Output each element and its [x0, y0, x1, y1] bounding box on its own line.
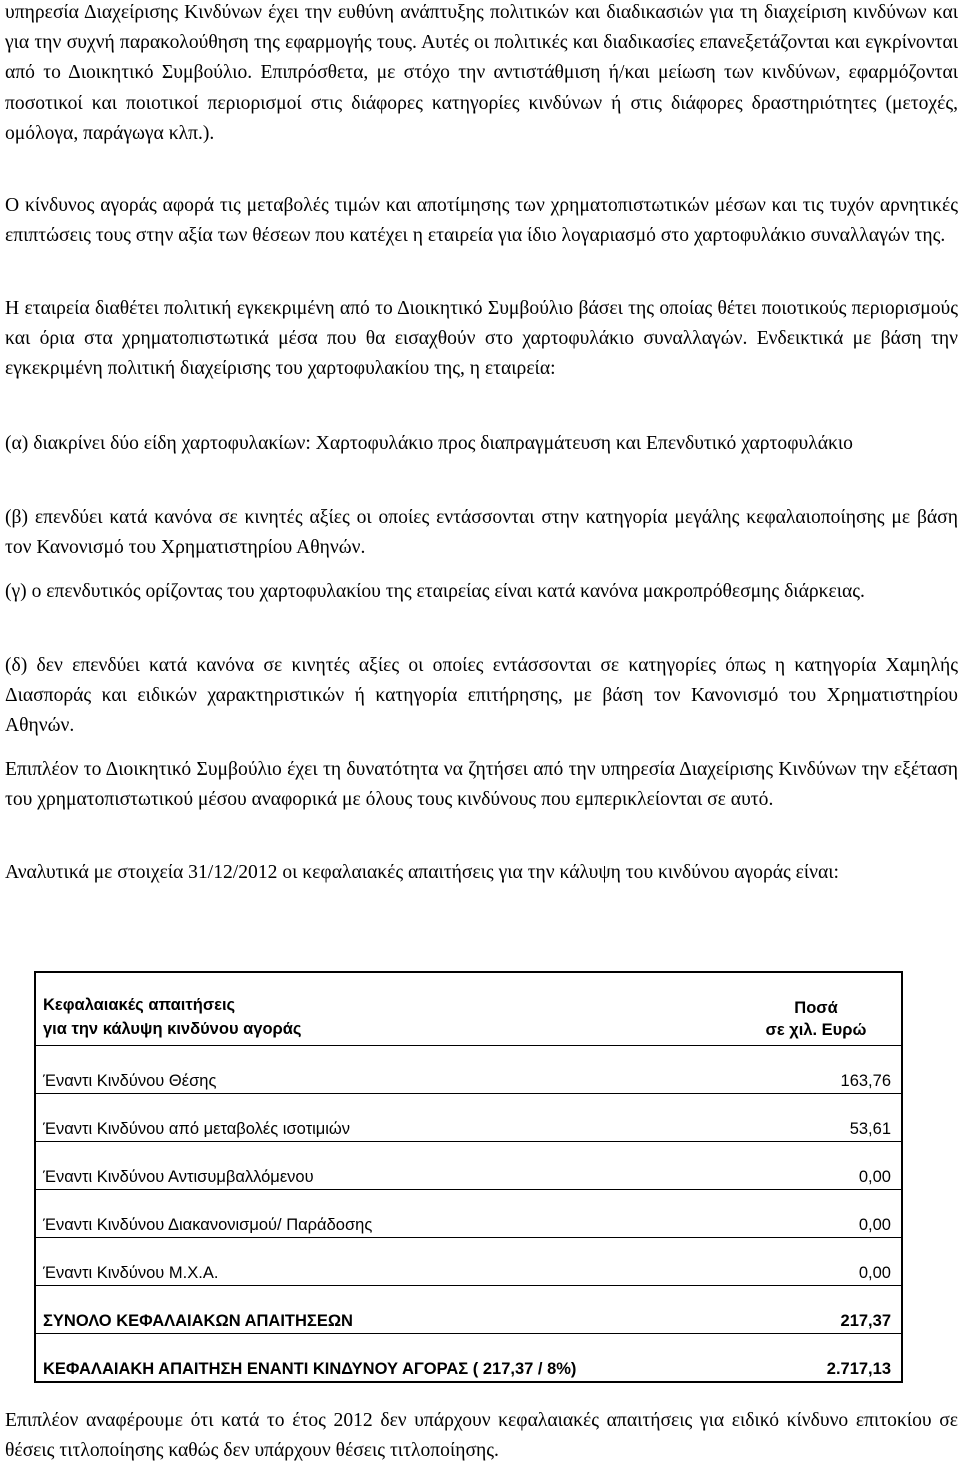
row-label: Έναντι Κινδύνου Αντισυμβαλλόμενου	[35, 1142, 734, 1190]
row-label: Έναντι Κινδύνου από μεταβολές ισοτιμιών	[35, 1094, 734, 1142]
table-header-label	[35, 972, 734, 1046]
row-label: Έναντι Κινδύνου Θέσης	[35, 1046, 734, 1094]
row-amount: 0,00	[734, 1238, 902, 1286]
closing-paragraph: Επιπλέον αναφέρουμε ότι κατά το έτος 2012 δεν υπάρχουν κεφαλαιακές απαιτήσεις για ειδικό κίνδυνο επιτοκίου σε θέσεις τιτλοποίησης καθώς δεν υπάρχουν θέσεις τιτλοποίησης.	[5, 1410, 958, 1462]
table-header-row	[35, 972, 902, 1046]
row-amount: 53,61	[734, 1094, 902, 1142]
table-row	[35, 1142, 902, 1190]
table-row	[35, 1094, 902, 1142]
table-header-amount	[734, 972, 902, 1046]
row-amount: 0,00	[734, 1142, 902, 1190]
market-risk-definition-paragraph: Ο κίνδυνος αγοράς αφορά τις μεταβολές τιμών και αποτίμησης των χρηματοπιστωτικών μέσων και τις τυχόν αρνητικές επιπτώσεις τους στην αξία των θέσεων που κατέχει η εταιρεία για ίδιο λογαριασμό στο χαρτοφυλάκιο συναλλαγών της.	[5, 195, 958, 247]
portfolio-policy-paragraph: Η εταιρεία διαθέτει πολιτική εγκεκριμένη από το Διοικητικό Συμβούλιο βάσει της οποίας θέτει ποιοτικούς περιορισμούς και όρια στα χρηματοπιστωτικά μέσα που θα εισαχθούν στο χαρτοφυλάκιο συναλλαγών. Ενδεικτικά με βάση την εγκεκριμένη πολιτική διαχείρισης του χαρτοφυλακίου της, η εταιρεία:	[5, 298, 958, 380]
row-amount: 0,00	[734, 1190, 902, 1238]
table-row	[35, 1190, 902, 1238]
header-label-line-2: για την κάλυψη κινδύνου αγοράς	[43, 1020, 302, 1038]
table-market-risk-row	[35, 1334, 902, 1383]
row-label: Έναντι Κινδύνου Μ.Χ.Α.	[35, 1238, 734, 1286]
policy-item-c: (γ) ο επενδυτικός ορίζοντας του χαρτοφυλακίου της εταιρείας είναι κατά κανόνα μακροπρόθεσμης διάρκειας.	[5, 581, 865, 602]
policy-item-b: (β) επενδύει κατά κανόνα σε κινητές αξίες οι οποίες εντάσσονται στην κατηγορία μεγάλης κεφαλαιοποίησης με βάση τον Κανονισμό του Χρηματιστηρίου Αθηνών.	[5, 507, 958, 559]
capital-requirements-table	[34, 971, 903, 1383]
market-risk-amount: 2.717,13	[734, 1334, 902, 1383]
table-total-row	[35, 1286, 902, 1334]
total-label: ΣΥΝΟΛΟ ΚΕΦΑΛΑΙΑΚΩΝ ΑΠΑΙΤΗΣΕΩΝ	[35, 1286, 734, 1334]
market-risk-label: ΚΕΦΑΛΑΙΑΚΗ ΑΠΑΙΤΗΣΗ ΕΝΑΝΤΙ ΚΙΝΔΥΝΟΥ ΑΓΟΡΑΣ ( 217,37 / 8%)	[35, 1334, 734, 1383]
header-amount-line-2: σε χιλ. Ευρώ	[765, 1021, 867, 1039]
table-row	[35, 1238, 902, 1286]
total-amount: 217,37	[734, 1286, 902, 1334]
board-authority-paragraph: Επιπλέον το Διοικητικό Συμβούλιο έχει τη δυνατότητα να ζητήσει από την υπηρεσία Διαχείρισης Κινδύνων την εξέταση του χρηματοπιστωτικού μέσου αναφορικά με όλους τους κινδύνους που εμπερικλείονται σε αυτό.	[5, 759, 958, 811]
row-amount: 163,76	[734, 1046, 902, 1094]
header-label-line-1: Κεφαλαιακές απαιτήσεις	[43, 996, 236, 1014]
policy-item-a: (α) διακρίνει δύο είδη χαρτοφυλακίων: Χαρτοφυλάκιο προς διαπραγμάτευση και Επενδυτικό χαρτοφυλάκιο	[5, 433, 853, 454]
risk-management-paragraph: υπηρεσία Διαχείρισης Κινδύνων έχει την ευθύνη ανάπτυξης πολιτικών και διαδικασιών για τη διαχείριση κινδύνων και για την συχνή παρακολούθηση της εφαρμογής τους. Αυτές οι πολιτικές και διαδικασίες επανεξετάζονται και εγκρίνονται από το Διοικητικό Συμβούλιο. Επιπρόσθετα, με στόχο την αντιστάθμιση ή/και μείωση των κινδύνων, εφαρμόζονται ποσοτικοί και ποιοτικοί περιορισμοί στις διάφορες κατηγορίες κινδύνων ή στις διάφορες δραστηριότητες (μετοχές, ομόλογα, παράγωγα κλπ.).	[5, 2, 958, 144]
row-label: Έναντι Κινδύνου Διακανονισμού/ Παράδοσης	[35, 1190, 734, 1238]
header-amount-line-1: Ποσά	[794, 999, 838, 1017]
policy-item-d: (δ) δεν επενδύει κατά κανόνα σε κινητές αξίες οι οποίες εντάσσονται σε κατηγορίες όπως η κατηγορία Χαμηλής Διασποράς και ειδικών χαρακτηριστικών ή κατηγορία επιτήρησης, με βάση τον Κανονισμό του Χρηματιστηρίου Αθηνών.	[5, 655, 958, 737]
capital-requirements-intro: Αναλυτικά με στοιχεία 31/12/2012 οι κεφαλαιακές απαιτήσεις για την κάλυψη του κινδύνου αγοράς είναι:	[5, 862, 839, 883]
table-row	[35, 1046, 902, 1094]
